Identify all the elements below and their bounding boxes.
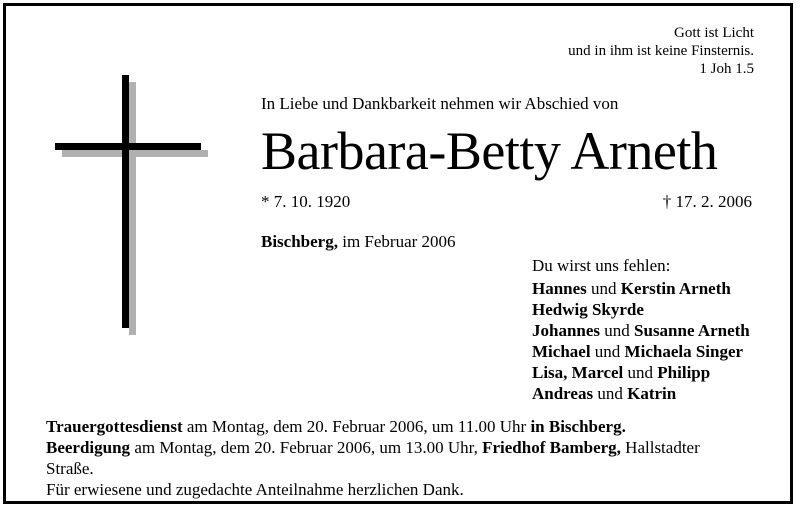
service-info	[46, 416, 700, 500]
list-item: Hedwig Skyrde	[532, 300, 644, 319]
list-item: Andreas und Katrin	[532, 384, 677, 403]
quote-line-2: und in ihm ist keine Finsternis.	[568, 43, 754, 59]
bible-quote	[568, 24, 754, 78]
thanks-line: Für erwiesene und zugedachte Anteilnahme herzlichen Dank.	[46, 480, 464, 499]
intro-text: In Liebe und Dankbarkeit nehmen wir Abschied von	[261, 94, 619, 113]
quote-reference: 1 Joh 1.5	[699, 61, 754, 77]
place-town: Bischberg,	[261, 232, 338, 251]
cross-shadow-vertical	[129, 82, 136, 335]
obituary-notice	[3, 3, 793, 504]
list-item: Johannes und Susanne Arneth	[532, 321, 750, 340]
burial-line: Beerdigung am Montag, dem 20. Februar 2006, um 13.00 Uhr, Friedhof Bamberg, Hallstadter	[46, 438, 700, 457]
cross-shadow-horizontal	[62, 150, 208, 157]
birth-date: * 7. 10. 1920	[261, 192, 351, 211]
funeral-service-line: Trauergottesdienst am Montag, dem 20. Februar 2006, um 11.00 Uhr in Bischberg.	[46, 417, 626, 436]
burial-line-continued: Straße.	[46, 459, 94, 478]
quote-line-1: Gott ist Licht	[674, 25, 754, 41]
deceased-name: Barbara-Betty Arneth	[261, 121, 718, 181]
list-item: Michael und Michaela Singer	[532, 342, 744, 361]
family-list	[532, 278, 750, 404]
list-item: Hannes und Kerstin Arneth	[532, 279, 731, 298]
death-date: † 17. 2. 2006	[662, 192, 752, 211]
place-month: im Februar 2006	[337, 232, 456, 251]
miss-you-text: Du wirst uns fehlen:	[532, 256, 671, 275]
cross-horizontal	[55, 143, 201, 150]
place-date	[261, 232, 456, 252]
list-item: Lisa, Marcel und Philipp	[532, 363, 711, 382]
cross-vertical	[122, 75, 129, 328]
